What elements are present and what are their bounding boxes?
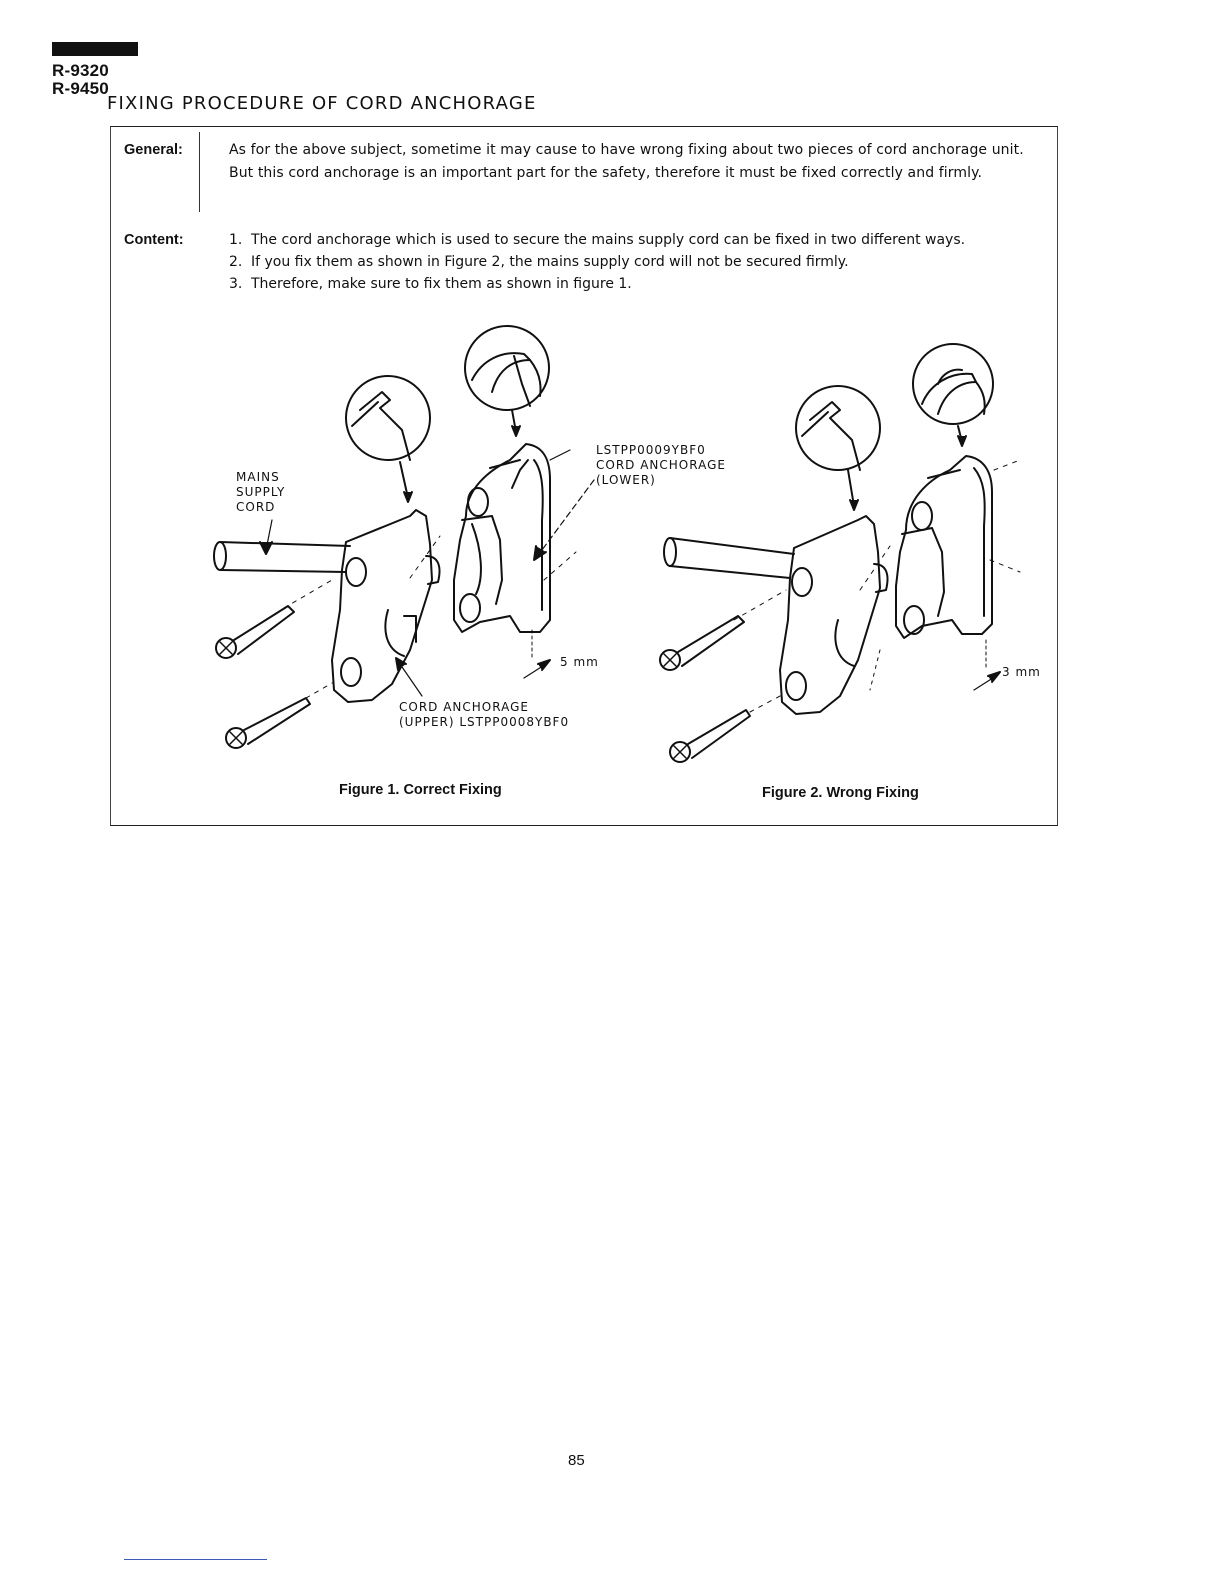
detail-circle-icon	[913, 344, 993, 424]
list-number: 1.	[229, 232, 243, 248]
general-label: General:	[124, 142, 183, 158]
mains-cord-icon	[214, 542, 350, 572]
screw-icon	[660, 616, 744, 670]
footer-rule	[124, 1559, 267, 1560]
cord-anchorage-diagram	[110, 320, 1058, 820]
figure-caption: Figure 2. Wrong Fixing	[762, 785, 919, 801]
detail-circle-icon	[465, 326, 549, 410]
model-number: R-9320	[52, 61, 109, 80]
cord-label: SUPPLY	[236, 485, 286, 499]
content-label: Content:	[124, 232, 184, 248]
list-item	[229, 273, 965, 295]
screw-icon	[670, 710, 750, 762]
cord-label: CORD	[236, 500, 276, 514]
upper-anchorage-icon	[332, 510, 440, 702]
content-list	[229, 229, 965, 295]
list-number: 2.	[229, 254, 243, 270]
page-number: 85	[568, 1452, 585, 1469]
gap-dimension: 5 mm	[560, 655, 599, 669]
lower-anchorage-label: LSTPP0009YBF0	[596, 443, 706, 457]
screw-icon	[216, 606, 294, 658]
detail-circle-icon	[346, 376, 430, 460]
mains-cord-icon	[664, 538, 794, 578]
figure-caption: Figure 1. Correct Fixing	[339, 782, 502, 798]
list-number: 3.	[229, 276, 243, 292]
cord-label: MAINS	[236, 470, 280, 484]
upper-anchorage-label: CORD ANCHORAGE	[399, 700, 529, 714]
list-item	[229, 251, 965, 273]
label-divider	[199, 132, 200, 212]
lower-anchorage-icon	[896, 456, 992, 638]
lower-anchorage-icon	[454, 444, 550, 632]
gap-dimension: 3 mm	[1002, 665, 1041, 679]
lower-anchorage-label: CORD ANCHORAGE	[596, 458, 726, 472]
model-number: R-9450	[52, 79, 109, 98]
list-text: If you fix them as shown in Figure 2, the mains supply cord will not be secured firmly.	[251, 254, 849, 270]
list-text: Therefore, make sure to fix them as shown in figure 1.	[251, 276, 632, 292]
page-title: FIXING PROCEDURE OF CORD ANCHORAGE	[107, 93, 537, 114]
detail-circle-icon	[796, 386, 880, 470]
general-text: As for the above subject, sometime it may cause to have wrong fixing about two pieces of cord anchorage unit. But this cord anchorage is an important part for the safety, therefore it must be fixed correctly and firmly.	[229, 142, 1024, 181]
list-text: The cord anchorage which is used to secure the mains supply cord can be fixed in two different ways.	[251, 232, 966, 248]
header-black-bar	[52, 42, 138, 56]
list-item	[229, 229, 965, 251]
upper-anchorage-label: (UPPER) LSTPP0008YBF0	[399, 715, 570, 729]
screw-icon	[226, 698, 310, 748]
lower-anchorage-label: (LOWER)	[596, 473, 656, 487]
